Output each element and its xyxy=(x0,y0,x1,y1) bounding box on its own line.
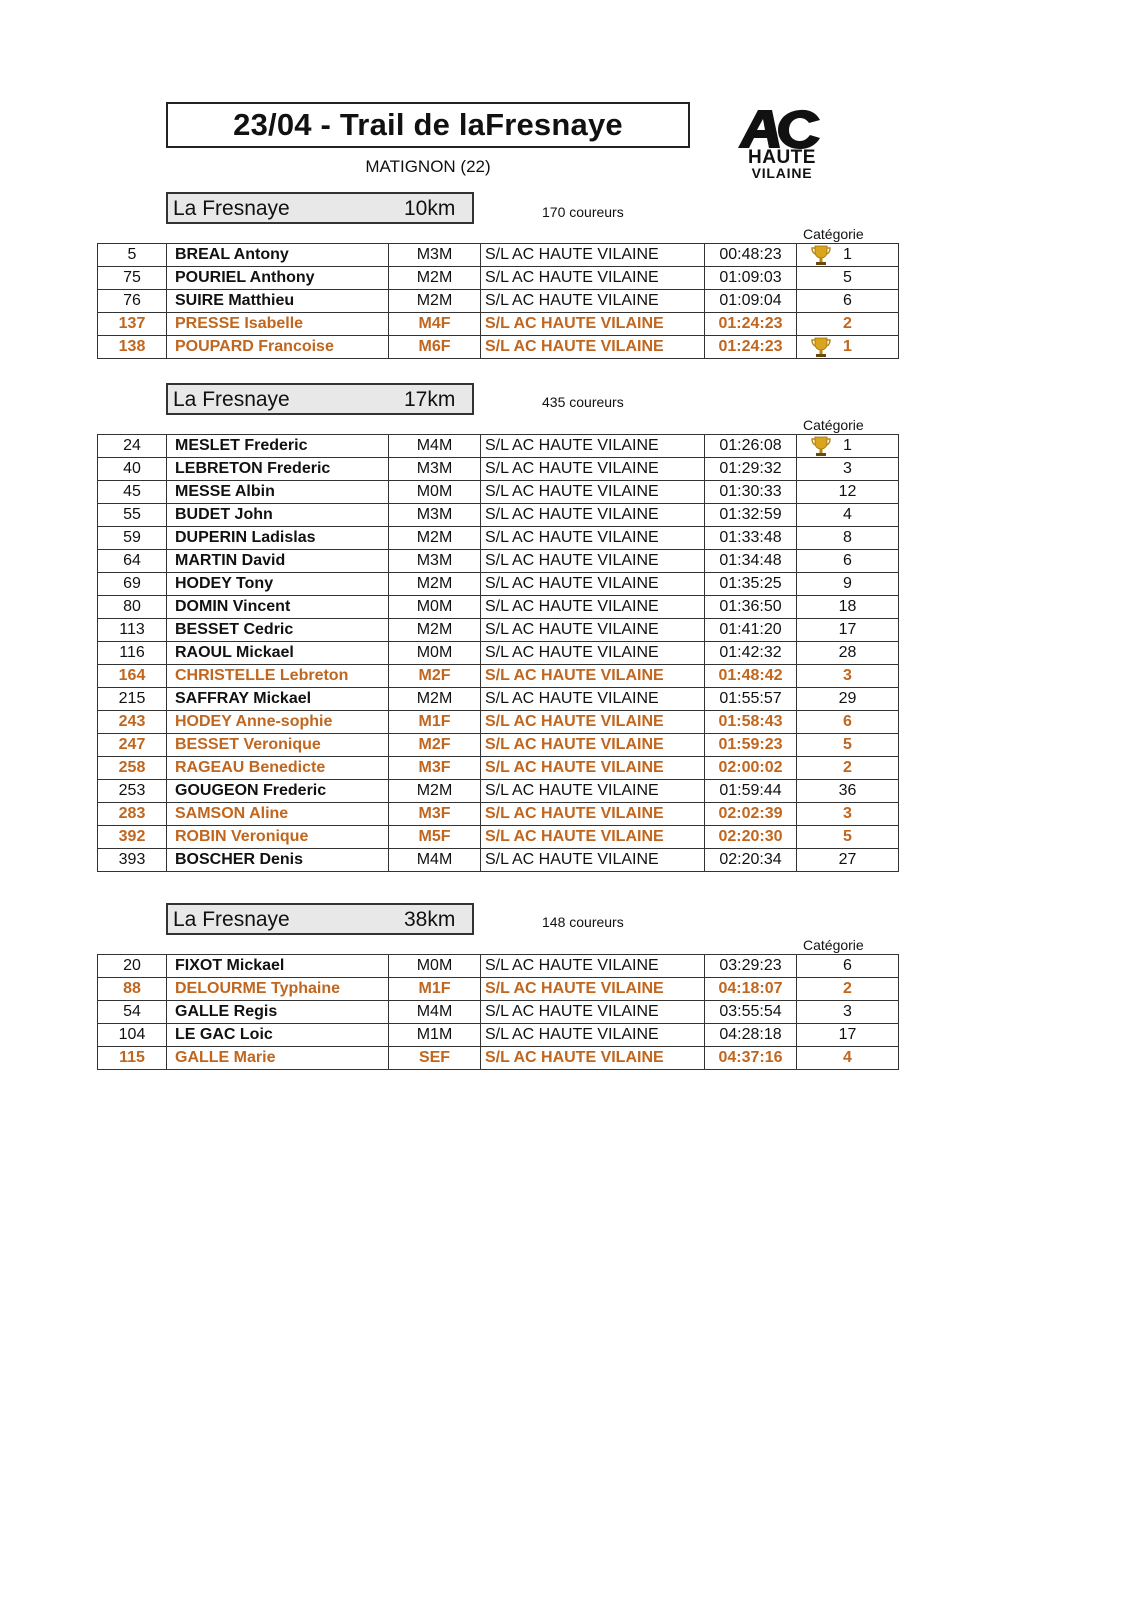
runner-club: S/L AC HAUTE VILAINE xyxy=(481,1047,705,1070)
runner-category: M2M xyxy=(389,573,481,596)
bib-number: 20 xyxy=(98,955,167,978)
page-title xyxy=(166,102,690,148)
bib-number: 253 xyxy=(98,780,167,803)
runner-club: S/L AC HAUTE VILAINE xyxy=(481,336,705,359)
runner-club: S/L AC HAUTE VILAINE xyxy=(481,688,705,711)
runner-count: 148 coureurs xyxy=(542,914,624,930)
runner-club: S/L AC HAUTE VILAINE xyxy=(481,573,705,596)
runner-club: S/L AC HAUTE VILAINE xyxy=(481,1024,705,1047)
section-name: La Fresnaye xyxy=(173,388,290,411)
category-rank xyxy=(797,527,899,550)
bib-number: 59 xyxy=(98,527,167,550)
bib-number: 69 xyxy=(98,573,167,596)
category-rank xyxy=(797,290,899,313)
runner-category: M1F xyxy=(389,978,481,1001)
table-row xyxy=(98,504,899,527)
section-distance: 38km xyxy=(404,908,456,931)
table-row xyxy=(98,826,899,849)
runner-name: DELOURME Typhaine xyxy=(167,978,389,1001)
table-row xyxy=(98,955,899,978)
table-row xyxy=(98,435,899,458)
table-row xyxy=(98,313,899,336)
finish-time: 01:29:32 xyxy=(705,458,797,481)
category-rank-value: 6 xyxy=(843,713,852,730)
runner-club: S/L AC HAUTE VILAINE xyxy=(481,803,705,826)
finish-time: 01:55:57 xyxy=(705,688,797,711)
finish-time: 01:59:23 xyxy=(705,734,797,757)
runner-category: M1F xyxy=(389,711,481,734)
category-rank-value: 6 xyxy=(843,552,852,569)
category-rank-value: 27 xyxy=(838,851,857,868)
trophy-icon xyxy=(810,336,832,359)
runner-name: ROBIN Veronique xyxy=(167,826,389,849)
category-rank xyxy=(797,619,899,642)
table-row xyxy=(98,711,899,734)
bib-number: 283 xyxy=(98,803,167,826)
runner-category: M3M xyxy=(389,550,481,573)
category-rank-value: 6 xyxy=(843,957,852,974)
category-rank xyxy=(797,665,899,688)
bib-number: 24 xyxy=(98,435,167,458)
bib-number: 40 xyxy=(98,458,167,481)
finish-time: 01:34:48 xyxy=(705,550,797,573)
runner-name: HODEY Tony xyxy=(167,573,389,596)
runner-name: DUPERIN Ladislas xyxy=(167,527,389,550)
category-rank xyxy=(797,244,899,267)
runner-name: LEBRETON Frederic xyxy=(167,458,389,481)
category-rank xyxy=(797,336,899,359)
runner-club: S/L AC HAUTE VILAINE xyxy=(481,978,705,1001)
category-rank xyxy=(797,688,899,711)
category-rank-value: 2 xyxy=(843,759,852,776)
bib-number: 392 xyxy=(98,826,167,849)
runner-club: S/L AC HAUTE VILAINE xyxy=(481,244,705,267)
runner-name: MESLET Frederic xyxy=(167,435,389,458)
runner-category: M0M xyxy=(389,596,481,619)
runner-category: M1M xyxy=(389,1024,481,1047)
finish-time: 02:20:34 xyxy=(705,849,797,872)
runner-club: S/L AC HAUTE VILAINE xyxy=(481,849,705,872)
runner-category: M4M xyxy=(389,1001,481,1024)
section-distance: 10km xyxy=(404,197,456,220)
runner-category: M4F xyxy=(389,313,481,336)
trophy-icon xyxy=(810,435,832,458)
finish-time: 01:24:23 xyxy=(705,313,797,336)
finish-time: 01:42:32 xyxy=(705,642,797,665)
runner-name: MARTIN David xyxy=(167,550,389,573)
bib-number: 215 xyxy=(98,688,167,711)
finish-time: 01:33:48 xyxy=(705,527,797,550)
runner-club: S/L AC HAUTE VILAINE xyxy=(481,550,705,573)
category-rank-value: 5 xyxy=(843,269,852,286)
runner-category: M2F xyxy=(389,734,481,757)
category-column-header: Catégorie xyxy=(803,226,864,242)
runner-club: S/L AC HAUTE VILAINE xyxy=(481,711,705,734)
finish-time: 01:09:04 xyxy=(705,290,797,313)
category-rank-value: 18 xyxy=(838,598,857,615)
category-rank-value: 3 xyxy=(843,805,852,822)
runner-club: S/L AC HAUTE VILAINE xyxy=(481,955,705,978)
bib-number: 5 xyxy=(98,244,167,267)
category-rank xyxy=(797,955,899,978)
runner-name: FIXOT Mickael xyxy=(167,955,389,978)
category-rank-value: 1 xyxy=(843,437,852,454)
runner-category: M3F xyxy=(389,757,481,780)
runner-club: S/L AC HAUTE VILAINE xyxy=(481,1001,705,1024)
bib-number: 393 xyxy=(98,849,167,872)
bib-number: 104 xyxy=(98,1024,167,1047)
runner-name: GOUGEON Frederic xyxy=(167,780,389,803)
runner-club: S/L AC HAUTE VILAINE xyxy=(481,734,705,757)
runner-name: BESSET Veronique xyxy=(167,734,389,757)
runner-club: S/L AC HAUTE VILAINE xyxy=(481,527,705,550)
runner-category: M0M xyxy=(389,481,481,504)
category-rank-value: 3 xyxy=(843,460,852,477)
runner-club: S/L AC HAUTE VILAINE xyxy=(481,826,705,849)
finish-time: 04:18:07 xyxy=(705,978,797,1001)
runner-category: M2M xyxy=(389,688,481,711)
runner-name: SUIRE Matthieu xyxy=(167,290,389,313)
runner-club: S/L AC HAUTE VILAINE xyxy=(481,642,705,665)
runner-club: S/L AC HAUTE VILAINE xyxy=(481,290,705,313)
bib-number: 137 xyxy=(98,313,167,336)
bib-number: 76 xyxy=(98,290,167,313)
category-rank-value: 2 xyxy=(843,315,852,332)
runner-name: POURIEL Anthony xyxy=(167,267,389,290)
runner-name: BOSCHER Denis xyxy=(167,849,389,872)
runner-club: S/L AC HAUTE VILAINE xyxy=(481,757,705,780)
category-rank xyxy=(797,458,899,481)
bib-number: 138 xyxy=(98,336,167,359)
table-row xyxy=(98,803,899,826)
runner-category: M2M xyxy=(389,267,481,290)
bib-number: 88 xyxy=(98,978,167,1001)
runner-name: GALLE Regis xyxy=(167,1001,389,1024)
bib-number: 113 xyxy=(98,619,167,642)
bib-number: 54 xyxy=(98,1001,167,1024)
runner-name: DOMIN Vincent xyxy=(167,596,389,619)
table-row xyxy=(98,550,899,573)
table-row xyxy=(98,336,899,359)
runner-name: MESSE Albin xyxy=(167,481,389,504)
runner-club: S/L AC HAUTE VILAINE xyxy=(481,665,705,688)
runner-category: M2M xyxy=(389,619,481,642)
runner-category: M2M xyxy=(389,527,481,550)
runner-club: S/L AC HAUTE VILAINE xyxy=(481,458,705,481)
runner-count: 435 coureurs xyxy=(542,394,624,410)
category-rank-value: 3 xyxy=(843,667,852,684)
category-rank-value: 17 xyxy=(838,1026,857,1043)
logo-line-vilaine: VILAINE xyxy=(751,165,813,181)
category-rank-value: 8 xyxy=(843,529,852,546)
finish-time: 03:29:23 xyxy=(705,955,797,978)
runner-category: M3M xyxy=(389,458,481,481)
category-rank xyxy=(797,573,899,596)
runner-category: M2M xyxy=(389,290,481,313)
category-column-header: Catégorie xyxy=(803,417,864,433)
category-rank-value: 4 xyxy=(843,506,852,523)
runner-club: S/L AC HAUTE VILAINE xyxy=(481,619,705,642)
runner-name: CHRISTELLE Lebreton xyxy=(167,665,389,688)
category-rank-value: 9 xyxy=(843,575,852,592)
results-table-10km xyxy=(97,243,899,359)
category-rank xyxy=(797,826,899,849)
section-header-17km xyxy=(166,383,474,415)
table-row xyxy=(98,1024,899,1047)
finish-time: 01:36:50 xyxy=(705,596,797,619)
category-rank xyxy=(797,757,899,780)
runner-category: M3F xyxy=(389,803,481,826)
category-rank xyxy=(797,803,899,826)
category-rank-value: 3 xyxy=(843,1003,852,1020)
category-rank xyxy=(797,1001,899,1024)
category-rank xyxy=(797,849,899,872)
runner-club: S/L AC HAUTE VILAINE xyxy=(481,481,705,504)
category-rank xyxy=(797,481,899,504)
table-row xyxy=(98,596,899,619)
bib-number: 115 xyxy=(98,1047,167,1070)
runner-category: M2F xyxy=(389,665,481,688)
category-column-header: Catégorie xyxy=(803,937,864,953)
results-table-38km xyxy=(97,954,899,1070)
runner-category: M0M xyxy=(389,955,481,978)
finish-time: 01:32:59 xyxy=(705,504,797,527)
finish-time: 02:20:30 xyxy=(705,826,797,849)
category-rank-value: 12 xyxy=(838,483,857,500)
table-row xyxy=(98,481,899,504)
finish-time: 00:48:23 xyxy=(705,244,797,267)
finish-time: 01:59:44 xyxy=(705,780,797,803)
category-rank-value: 36 xyxy=(838,782,857,799)
runner-category: M4M xyxy=(389,849,481,872)
category-rank xyxy=(797,596,899,619)
table-row xyxy=(98,458,899,481)
runner-club: S/L AC HAUTE VILAINE xyxy=(481,267,705,290)
table-row xyxy=(98,642,899,665)
category-rank-value: 28 xyxy=(838,644,857,661)
bib-number: 258 xyxy=(98,757,167,780)
finish-time: 02:02:39 xyxy=(705,803,797,826)
runner-name: BESSET Cedric xyxy=(167,619,389,642)
page-subtitle: MATIGNON (22) xyxy=(365,157,491,176)
table-row xyxy=(98,527,899,550)
table-row xyxy=(98,734,899,757)
table-row xyxy=(98,573,899,596)
category-rank xyxy=(797,642,899,665)
category-rank-value: 2 xyxy=(843,980,852,997)
category-rank-value: 4 xyxy=(843,1049,852,1066)
table-row xyxy=(98,619,899,642)
results-table-17km xyxy=(97,434,899,872)
section-name: La Fresnaye xyxy=(173,197,290,220)
runner-club: S/L AC HAUTE VILAINE xyxy=(481,435,705,458)
finish-time: 01:41:20 xyxy=(705,619,797,642)
category-rank-value: 5 xyxy=(843,828,852,845)
finish-time: 04:28:18 xyxy=(705,1024,797,1047)
table-row xyxy=(98,267,899,290)
category-rank xyxy=(797,313,899,336)
category-rank-value: 29 xyxy=(838,690,857,707)
runner-category: M5F xyxy=(389,826,481,849)
bib-number: 75 xyxy=(98,267,167,290)
category-rank-value: 17 xyxy=(838,621,857,638)
runner-category: M3M xyxy=(389,504,481,527)
trophy-icon xyxy=(810,244,832,267)
runner-club: S/L AC HAUTE VILAINE xyxy=(481,504,705,527)
category-rank xyxy=(797,504,899,527)
category-rank xyxy=(797,435,899,458)
runner-name: GALLE Marie xyxy=(167,1047,389,1070)
table-row xyxy=(98,665,899,688)
club-logo xyxy=(734,108,830,184)
table-row xyxy=(98,290,899,313)
category-rank-value: 1 xyxy=(843,338,852,355)
runner-name: POUPARD Francoise xyxy=(167,336,389,359)
finish-time: 01:24:23 xyxy=(705,336,797,359)
bib-number: 164 xyxy=(98,665,167,688)
section-name: La Fresnaye xyxy=(173,908,290,931)
finish-time: 01:09:03 xyxy=(705,267,797,290)
finish-time: 01:58:43 xyxy=(705,711,797,734)
category-rank xyxy=(797,734,899,757)
runner-club: S/L AC HAUTE VILAINE xyxy=(481,313,705,336)
runner-category: SEF xyxy=(389,1047,481,1070)
runner-name: RAGEAU Benedicte xyxy=(167,757,389,780)
runner-category: M3M xyxy=(389,244,481,267)
table-row xyxy=(98,244,899,267)
table-row xyxy=(98,1047,899,1070)
category-rank xyxy=(797,1024,899,1047)
category-rank xyxy=(797,978,899,1001)
runner-name: BREAL Antony xyxy=(167,244,389,267)
finish-time: 01:35:25 xyxy=(705,573,797,596)
table-row xyxy=(98,978,899,1001)
runner-count: 170 coureurs xyxy=(542,204,624,220)
runner-name: LE GAC Loic xyxy=(167,1024,389,1047)
page-title-text: 23/04 - Trail de laFresnaye xyxy=(233,107,623,142)
runner-category: M2M xyxy=(389,780,481,803)
runner-name: SAMSON Aline xyxy=(167,803,389,826)
bib-number: 243 xyxy=(98,711,167,734)
bib-number: 55 xyxy=(98,504,167,527)
bib-number: 80 xyxy=(98,596,167,619)
category-rank-value: 6 xyxy=(843,292,852,309)
ac-logo-mark-icon xyxy=(734,108,830,150)
runner-category: M0M xyxy=(389,642,481,665)
finish-time: 03:55:54 xyxy=(705,1001,797,1024)
bib-number: 247 xyxy=(98,734,167,757)
finish-time: 01:48:42 xyxy=(705,665,797,688)
category-rank xyxy=(797,550,899,573)
runner-name: RAOUL Mickael xyxy=(167,642,389,665)
category-rank-value: 1 xyxy=(843,246,852,263)
category-rank xyxy=(797,1047,899,1070)
runner-category: M6F xyxy=(389,336,481,359)
table-row xyxy=(98,688,899,711)
runner-club: S/L AC HAUTE VILAINE xyxy=(481,596,705,619)
category-rank xyxy=(797,780,899,803)
section-distance: 17km xyxy=(404,388,456,411)
table-row xyxy=(98,849,899,872)
category-rank xyxy=(797,267,899,290)
table-row xyxy=(98,1001,899,1024)
runner-name: PRESSE Isabelle xyxy=(167,313,389,336)
bib-number: 45 xyxy=(98,481,167,504)
runner-category: M4M xyxy=(389,435,481,458)
table-row xyxy=(98,757,899,780)
logo-line-haute: HAUTE xyxy=(748,147,816,168)
category-rank-value: 5 xyxy=(843,736,852,753)
bib-number: 64 xyxy=(98,550,167,573)
runner-name: SAFFRAY Mickael xyxy=(167,688,389,711)
table-row xyxy=(98,780,899,803)
section-header-10km xyxy=(166,192,474,224)
bib-number: 116 xyxy=(98,642,167,665)
section-header-38km xyxy=(166,903,474,935)
finish-time: 01:26:08 xyxy=(705,435,797,458)
runner-club: S/L AC HAUTE VILAINE xyxy=(481,780,705,803)
finish-time: 02:00:02 xyxy=(705,757,797,780)
finish-time: 01:30:33 xyxy=(705,481,797,504)
category-rank xyxy=(797,711,899,734)
runner-name: HODEY Anne-sophie xyxy=(167,711,389,734)
runner-name: BUDET John xyxy=(167,504,389,527)
finish-time: 04:37:16 xyxy=(705,1047,797,1070)
